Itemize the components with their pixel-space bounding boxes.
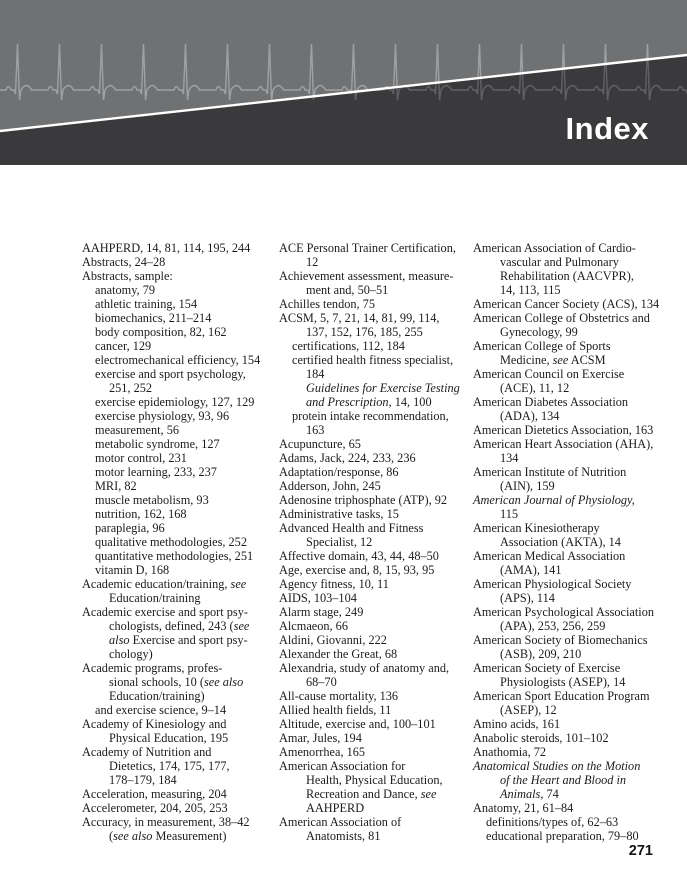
index-line: Education/training) bbox=[109, 689, 205, 703]
index-line: body composition, 82, 162 bbox=[95, 325, 227, 339]
index-line: Academy of Nutrition and bbox=[82, 745, 212, 759]
index-line: Amar, Jules, 194 bbox=[279, 731, 362, 745]
index-line: Alarm stage, 249 bbox=[279, 605, 364, 619]
index-line: Administrative tasks, 15 bbox=[279, 507, 399, 521]
index-line: Adaptation/response, 86 bbox=[279, 465, 399, 479]
index-line: certifications, 112, 184 bbox=[292, 339, 405, 353]
index-line: (ACE), 11, 12 bbox=[500, 381, 570, 395]
index-line: vitamin D, 168 bbox=[95, 563, 170, 577]
index-line: Guidelines for Exercise Testing bbox=[306, 381, 460, 395]
index-line: American Physiological Society bbox=[473, 577, 632, 591]
index-line: 184 bbox=[306, 367, 325, 381]
index-line: anatomy, 79 bbox=[95, 283, 155, 297]
index-line: American Society of Biomechanics bbox=[473, 633, 648, 647]
index-line: Altitude, exercise and, 100–101 bbox=[279, 717, 436, 731]
index-line: Anathomia, 72 bbox=[473, 745, 547, 759]
index-line: 163 bbox=[306, 423, 325, 437]
index-line: chology) bbox=[109, 647, 153, 661]
index-line: American College of Obstetrics and bbox=[473, 311, 650, 325]
index-line: Academic exercise and sport psy- bbox=[82, 605, 248, 619]
index-line: American Association of bbox=[279, 815, 402, 829]
index-line: educational preparation, 79–80 bbox=[486, 829, 639, 843]
index-line: Amenorrhea, 165 bbox=[279, 745, 366, 759]
index-line: 115 bbox=[500, 507, 518, 521]
index-line: protein intake recommendation, bbox=[292, 409, 449, 423]
index-line: American Society of Exercise bbox=[473, 661, 621, 675]
index-line: Alcmaeon, 66 bbox=[279, 619, 348, 633]
index-line: and Prescription, 14, 100 bbox=[306, 395, 432, 409]
index-line: Dietetics, 174, 175, 177, bbox=[109, 759, 230, 773]
index-line: measurement, 56 bbox=[95, 423, 180, 437]
index-line: American Cancer Society (ACS), 134 bbox=[473, 297, 660, 311]
index-line: motor learning, 233, 237 bbox=[95, 465, 217, 479]
index-line: Medicine, see ACSM bbox=[500, 353, 606, 367]
index-line: certified health fitness specialist, bbox=[292, 353, 454, 367]
index-line: 14, 113, 115 bbox=[500, 283, 561, 297]
index-line: Adderson, John, 245 bbox=[279, 479, 381, 493]
index-line: Physiologists (ASEP), 14 bbox=[500, 675, 626, 689]
index-line: (ASEP), 12 bbox=[500, 703, 557, 717]
index-line: Abstracts, 24–28 bbox=[82, 255, 166, 269]
index-line: Acceleration, measuring, 204 bbox=[82, 787, 227, 801]
index-line: Alexander the Great, 68 bbox=[279, 647, 398, 661]
index-line: quantitative methodologies, 251 bbox=[95, 549, 254, 563]
index-line: All-cause mortality, 136 bbox=[279, 689, 399, 703]
index-line: 178–179, 184 bbox=[109, 773, 177, 787]
index-line: Education/training bbox=[109, 591, 201, 605]
index-line: MRI, 82 bbox=[95, 479, 137, 493]
index-line: Anatomical Studies on the Motion bbox=[473, 759, 641, 773]
index-line: nutrition, 162, 168 bbox=[95, 507, 187, 521]
index-line: 134 bbox=[500, 451, 519, 465]
index-line: 137, 152, 176, 185, 255 bbox=[306, 325, 423, 339]
index-line: Anatomy, 21, 61–84 bbox=[473, 801, 574, 815]
index-line: American College of Sports bbox=[473, 339, 611, 353]
index-line: American Institute of Nutrition bbox=[473, 465, 627, 479]
index-line: AAHPERD, 14, 81, 114, 195, 244 bbox=[82, 241, 251, 255]
index-line: AAHPERD bbox=[306, 801, 365, 815]
index-line: ACSM, 5, 7, 21, 14, 81, 99, 114, bbox=[279, 311, 440, 325]
page-number: 271 bbox=[628, 843, 653, 859]
index-line: American Diabetes Association bbox=[473, 395, 629, 409]
index-line: Animals, 74 bbox=[500, 787, 559, 801]
index-line: American Association of Cardio- bbox=[473, 241, 636, 255]
index-line: 12 bbox=[306, 255, 319, 269]
index-line: electromechanical efficiency, 154 bbox=[95, 353, 261, 367]
index-line: Adams, Jack, 224, 233, 236 bbox=[279, 451, 416, 465]
index-column-3 bbox=[473, 241, 666, 843]
index-line: (ASB), 209, 210 bbox=[500, 647, 582, 661]
index-line: Health, Physical Education, bbox=[306, 773, 443, 787]
index-line: American Council on Exercise bbox=[473, 367, 625, 381]
index-line: Academy of Kinesiology and bbox=[82, 717, 227, 731]
index-line: Allied health fields, 11 bbox=[279, 703, 392, 717]
index-line: vascular and Pulmonary bbox=[500, 255, 619, 269]
index-line: American Heart Association (AHA), bbox=[473, 437, 654, 451]
index-line: exercise epidemiology, 127, 129 bbox=[95, 395, 255, 409]
index-line: athletic training, 154 bbox=[95, 297, 198, 311]
index-line: American Association for bbox=[279, 759, 406, 773]
index-line: Advanced Health and Fitness bbox=[279, 521, 424, 535]
index-line: motor control, 231 bbox=[95, 451, 187, 465]
index-line: (see also Measurement) bbox=[109, 829, 227, 843]
index-line: Anabolic steroids, 101–102 bbox=[473, 731, 609, 745]
page-title: Index bbox=[565, 111, 649, 146]
index-line: exercise physiology, 93, 96 bbox=[95, 409, 230, 423]
index-line: Affective domain, 43, 44, 48–50 bbox=[279, 549, 439, 563]
index-line: (APA), 253, 256, 259 bbox=[500, 619, 606, 633]
index-line: Association (AKTA), 14 bbox=[500, 535, 621, 549]
index-line: muscle metabolism, 93 bbox=[95, 493, 209, 507]
index-line: sional schools, 10 (see also bbox=[109, 675, 244, 689]
index-line: Academic programs, profes- bbox=[82, 661, 223, 675]
index-line: American Sport Education Program bbox=[473, 689, 650, 703]
index-line: American Kinesiotherapy bbox=[473, 521, 600, 535]
index-line: of the Heart and Blood in bbox=[500, 773, 627, 787]
index-column-1 bbox=[82, 241, 279, 843]
index-line: ACE Personal Trainer Certification, bbox=[279, 241, 456, 255]
index-line: paraplegia, 96 bbox=[95, 521, 165, 535]
index-line: definitions/types of, 62–63 bbox=[486, 815, 619, 829]
index-line: Amino acids, 161 bbox=[473, 717, 561, 731]
index-line: Recreation and Dance, see bbox=[306, 787, 437, 801]
index-line: (APS), 114 bbox=[500, 591, 555, 605]
index-line: qualitative methodologies, 252 bbox=[95, 535, 247, 549]
index-line: Rehabilitation (AACVPR), bbox=[500, 269, 634, 283]
index-column-2 bbox=[279, 241, 473, 843]
index-line: AIDS, 103–104 bbox=[279, 591, 357, 605]
index-line: Academic education/training, see bbox=[82, 577, 247, 591]
index-line: Abstracts, sample: bbox=[82, 269, 173, 283]
index-line: Acupuncture, 65 bbox=[279, 437, 361, 451]
index-line: Achilles tendon, 75 bbox=[279, 297, 375, 311]
index-line: (AIN), 159 bbox=[500, 479, 555, 493]
index-line: American Medical Association bbox=[473, 549, 626, 563]
index-line: and exercise science, 9–14 bbox=[95, 703, 227, 717]
index-line: Age, exercise and, 8, 15, 93, 95 bbox=[279, 563, 435, 577]
index-line: Anatomists, 81 bbox=[306, 829, 381, 843]
index-line: (AMA), 141 bbox=[500, 563, 562, 577]
index-line: Achievement assessment, measure- bbox=[279, 269, 454, 283]
index-line: Accuracy, in measurement, 38–42 bbox=[82, 815, 250, 829]
index-line: American Psychological Association bbox=[473, 605, 655, 619]
index-line: Alexandria, study of anatomy and, bbox=[279, 661, 450, 675]
index-line: biomechanics, 211–214 bbox=[95, 311, 212, 325]
chapter-banner bbox=[0, 0, 687, 165]
index-line: chologists, defined, 243 (see bbox=[109, 619, 250, 633]
index-line: American Journal of Physiology, bbox=[473, 493, 635, 507]
index-line: (ADA), 134 bbox=[500, 409, 560, 423]
index-line: exercise and sport psychology, bbox=[95, 367, 246, 381]
index-line: metabolic syndrome, 127 bbox=[95, 437, 220, 451]
index-line: Aldini, Giovanni, 222 bbox=[279, 633, 387, 647]
index-line: Adenosine triphosphate (ATP), 92 bbox=[279, 493, 448, 507]
index-line: Physical Education, 195 bbox=[109, 731, 229, 745]
index-columns bbox=[82, 241, 672, 843]
index-line: Accelerometer, 204, 205, 253 bbox=[82, 801, 228, 815]
index-line: also Exercise and sport psy- bbox=[109, 633, 248, 647]
index-line: ment and, 50–51 bbox=[306, 283, 389, 297]
index-line: 68–70 bbox=[306, 675, 337, 689]
index-line: Agency fitness, 10, 11 bbox=[279, 577, 389, 591]
index-line: cancer, 129 bbox=[95, 339, 152, 353]
index-line: 251, 252 bbox=[109, 381, 153, 395]
index-line: Specialist, 12 bbox=[306, 535, 373, 549]
index-line: Gynecology, 99 bbox=[500, 325, 578, 339]
index-line: American Dietetics Association, 163 bbox=[473, 423, 654, 437]
